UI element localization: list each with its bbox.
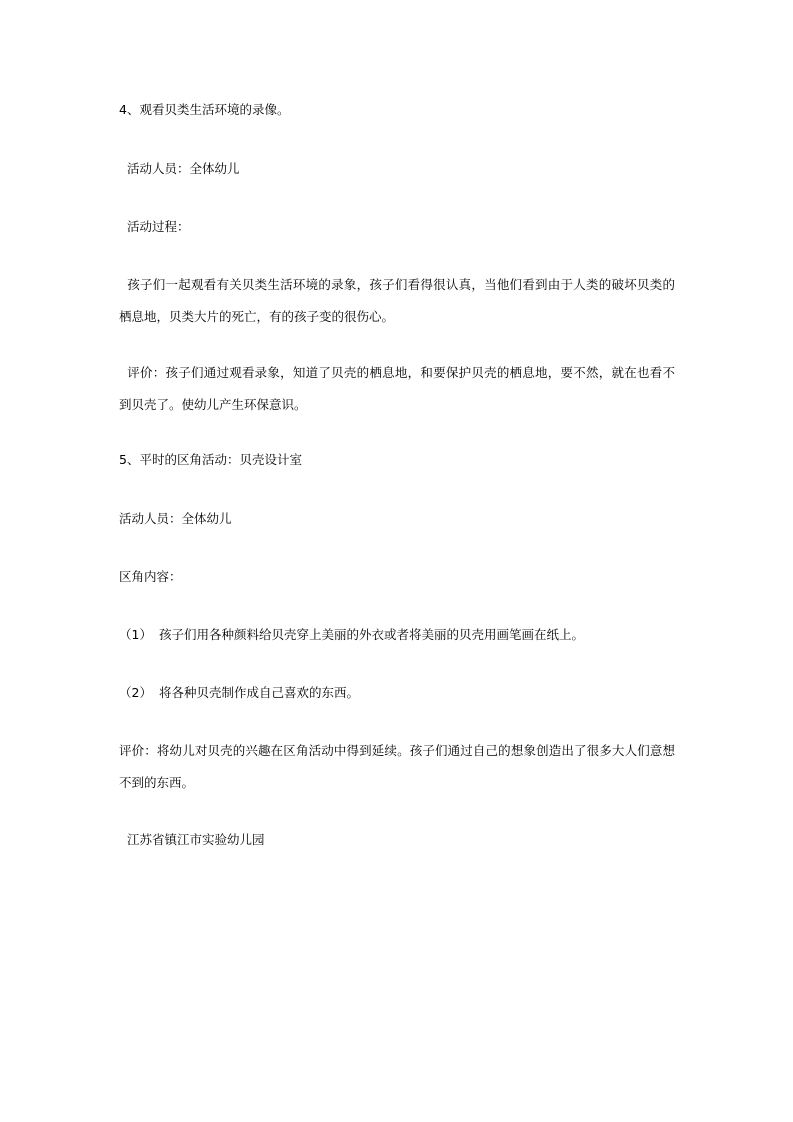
section4-heading: 4、观看贝类生活环境的录像。 [119, 102, 290, 117]
section4-process-text [119, 269, 675, 333]
section4-evaluation-body: 评价：孩子们通过观看录象，知道了贝壳的栖息地，和要保护贝壳的栖息地，要不然，就在也看不到贝壳了。使幼儿产生环保意识。 [119, 365, 675, 412]
signature: 江苏省镇江市实验幼儿园 [127, 832, 265, 847]
section4-process-body: 孩子们一起观看有关贝类生活环境的录象，孩子们看得很认真，当他们看到由于人类的破坏贝类的栖息地，贝类大片的死亡，有的孩子变的很伤心。 [119, 277, 675, 324]
list-item [119, 619, 679, 651]
section5-participants: 活动人员：全体幼儿 [119, 511, 232, 526]
list-item-number: （1） [119, 627, 152, 642]
section5-content-label: 区角内容： [119, 569, 182, 584]
list-item-text: 将各种贝壳制作成自己喜欢的东西。 [159, 685, 360, 700]
list-item-number: （2） [119, 685, 152, 700]
section4-participants: 活动人员：全体幼儿 [127, 161, 240, 176]
section5-evaluation: 评价：将幼儿对贝壳的兴趣在区角活动中得到延续。孩子们通过自己的想象创造出了很多大人们意想不到的东西。 [119, 743, 675, 790]
list-item-text: 孩子们用各种颜料给贝壳穿上美丽的外衣或者将美丽的贝壳用画笔画在纸上。 [159, 627, 585, 642]
section5-heading: 5、平时的区角活动：贝壳设计室 [119, 452, 302, 467]
section4-process-label: 活动过程： [127, 219, 190, 234]
section4-evaluation [119, 357, 675, 421]
list-item [119, 677, 679, 709]
